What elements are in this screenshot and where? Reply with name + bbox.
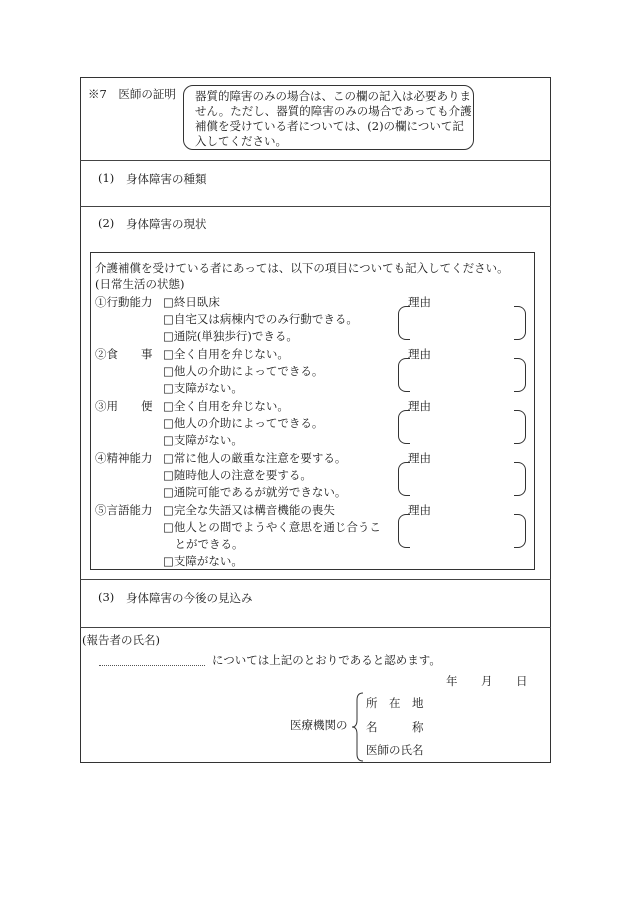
- reason-bracket-left: [398, 358, 410, 392]
- date-year: 年: [446, 674, 458, 688]
- certify-text: については上記のとおりであると認めます。: [212, 653, 441, 667]
- group-label: ④精神能力: [95, 451, 153, 465]
- option-checkbox[interactable]: □随時他人の注意を要する。: [163, 468, 312, 482]
- reason-bracket-left: [398, 514, 410, 548]
- reason-label: 理由: [408, 451, 431, 465]
- option-checkbox[interactable]: □常に他人の厳重な注意を要する。: [163, 451, 347, 465]
- reason-bracket-left: [398, 306, 410, 340]
- reporter-label: (報告者の氏名): [82, 633, 160, 647]
- reason-label: 理由: [408, 503, 431, 517]
- group-label: ①行動能力: [95, 295, 153, 309]
- reason-label: 理由: [408, 347, 431, 361]
- option-checkbox[interactable]: □他人との間でようやく意思を通じ合うこ: [163, 520, 381, 534]
- option-checkbox[interactable]: □通院可能であるが就労できない。: [163, 485, 347, 499]
- option-checkbox[interactable]: □全く自用を弁じない。: [163, 399, 289, 413]
- option-checkbox[interactable]: □支障がない。: [163, 433, 243, 447]
- reason-label: 理由: [408, 295, 431, 309]
- divider: [80, 579, 551, 580]
- item-label: 身体障害の種類: [126, 172, 207, 186]
- item-label: 身体障害の現状: [126, 217, 207, 231]
- curly-brace-icon: [352, 692, 364, 762]
- reason-bracket-right: [514, 410, 526, 444]
- option-checkbox[interactable]: □完全な失語又は構音機能の喪失: [163, 503, 335, 517]
- note-line: せん。ただし、器質的障害のみの場合であっても介護: [195, 104, 472, 118]
- group-label: ③用 便: [95, 399, 153, 413]
- divider: [80, 627, 551, 628]
- option-checkbox[interactable]: □他人の介助によってできる。: [163, 364, 324, 378]
- divider: [80, 206, 551, 207]
- option-checkbox[interactable]: □他人の介助によってできる。: [163, 416, 324, 430]
- item-number: (3): [98, 590, 115, 604]
- group-label: ⑤言語能力: [95, 503, 153, 517]
- reason-bracket-right: [514, 462, 526, 496]
- section-title: ※7 医師の証明: [88, 87, 176, 101]
- field-doctor: 医師の氏名: [366, 743, 424, 757]
- field-address: 所 在 地: [366, 696, 424, 710]
- group-label: ②食 事: [95, 347, 153, 361]
- option-checkbox[interactable]: □支障がない。: [163, 381, 243, 395]
- daily-title: (日常生活の状態): [95, 277, 185, 291]
- option-continuation: とができる。: [163, 537, 244, 551]
- option-checkbox[interactable]: □自宅又は病棟内でのみ行動できる。: [163, 312, 358, 326]
- intro-text: 介護補償を受けている者にあっては、以下の項目についても記入してください。: [95, 261, 509, 275]
- institution-label: 医療機関の: [290, 718, 348, 732]
- reason-bracket-right: [514, 306, 526, 340]
- option-checkbox[interactable]: □終日臥床: [163, 295, 220, 309]
- reason-bracket-right: [514, 358, 526, 392]
- note-line: 入してください。: [195, 134, 287, 148]
- field-name: 名 称: [366, 720, 424, 734]
- note-line: 補償を受けている者については、(2)の欄について記: [195, 119, 464, 133]
- reason-bracket-right: [514, 514, 526, 548]
- option-checkbox[interactable]: □全く自用を弁じない。: [163, 347, 289, 361]
- option-checkbox[interactable]: □通院(単独歩行)できる。: [163, 329, 298, 343]
- item-number: (2): [98, 216, 115, 230]
- name-field-line[interactable]: [99, 665, 205, 666]
- item-label: 身体障害の今後の見込み: [126, 591, 253, 605]
- date-month: 月: [481, 674, 493, 688]
- date-day: 日: [516, 674, 528, 688]
- note-line: 器質的障害のみの場合は、この欄の記入は必要ありま: [195, 89, 471, 103]
- reason-bracket-left: [398, 410, 410, 444]
- reason-bracket-left: [398, 462, 410, 496]
- reason-label: 理由: [408, 399, 431, 413]
- item-number: (1): [98, 171, 115, 185]
- option-checkbox[interactable]: □支障がない。: [163, 554, 243, 568]
- divider: [80, 160, 551, 161]
